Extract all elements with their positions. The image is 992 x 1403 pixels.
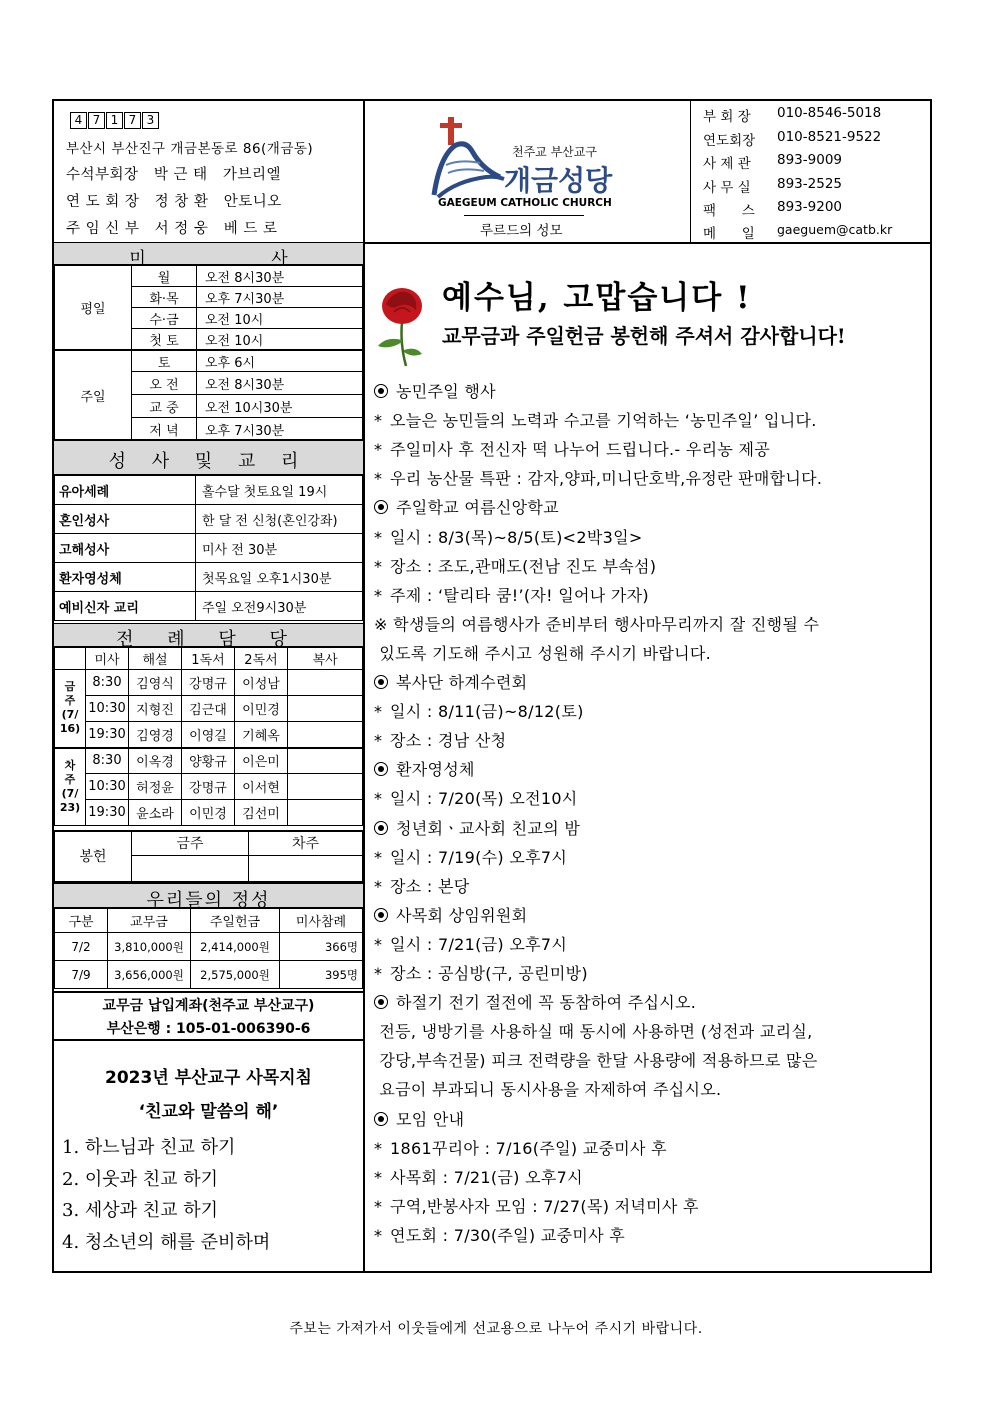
logo-english: GAEGEUM CATHOLIC CHURCH <box>438 197 612 209</box>
offerings-table: 구분 교무금 주일헌금 미사참례 7/2 3,810,000원 2,414,000원 366명 7/9 3,656,000원 2,575,000원 395명 <box>54 908 363 989</box>
list-item: * 일시 : 8/3(목)~8/5(토)<2박3일> <box>374 527 643 547</box>
star-bullet-icon: * <box>374 411 383 431</box>
list-item: * 장소 : 공심방(구, 공린미방) <box>374 964 588 983</box>
church-logo <box>364 101 690 241</box>
guidelines-title: 2023년 부산교구 사목지침 <box>105 1068 312 1088</box>
bulletin-frame <box>52 99 932 1273</box>
church-logo-icon <box>426 115 506 205</box>
contact-list: 부 회 장 010-8546-5018 연도회장 010-8521-9522 사 제 관 893-9009 사 무 실 893-2525 팩 스 893-9200 메 일 gaeguem@catb.kr <box>703 105 893 242</box>
section-heading: 환자영성체 <box>374 757 475 780</box>
logo-caption: 루르드의 성모 <box>480 223 563 239</box>
rose-icon <box>372 284 426 368</box>
sacraments-table: 유아세례 홀수달 첫토요일 19시 혼인성사 한 달 전 신청(혼인강좌) 고해성사 미사 전 30분 환자영성체 첫목요일 오후1시30분 예비신자 교리 주일 오전9시30분 <box>54 475 363 621</box>
guideline-item: 2. 이웃과 친교 하기 <box>62 1169 219 1190</box>
star-bullet-icon: * <box>374 731 383 751</box>
zip-code: 4 7 1 7 3 <box>70 109 160 129</box>
staff-pastor: 주 임 신 부 서 정 웅 베 드 로 <box>66 221 278 237</box>
circle-bullet-icon <box>374 995 388 1009</box>
address: 부산시 부산진구 개금본동로 86(개금동) <box>66 141 314 157</box>
account-title: 교무금 납입계좌(천주교 부산교구) <box>102 998 315 1014</box>
list-item: * 일시 : 7/20(목) 오전10시 <box>374 789 578 809</box>
sunday-label: 주일 <box>55 350 132 441</box>
liturgy-section-header <box>54 623 363 650</box>
headline: 예수님, 고맙습니다 ! <box>442 280 752 316</box>
logo-name: 개금성당 <box>504 164 613 197</box>
section-heading: 사목회 상임위원회 <box>374 903 527 926</box>
next-week-label: 차 주 (7/ 23) <box>55 748 86 826</box>
circle-bullet-icon <box>374 384 388 398</box>
flower-offering-table: 봉헌 금주 차주 <box>54 830 363 882</box>
star-bullet-icon: * <box>374 585 383 605</box>
staff-vice-president: 수석부회장 박 근 태 가브리엘 <box>66 167 281 183</box>
body-text: 요금이 부과되니 동시사용을 자제하여 주십시오. <box>374 1080 722 1100</box>
footer-note: 주보는 가져가서 이웃들에게 선교용으로 나누어 주시기 바랍니다. <box>289 1321 703 1337</box>
list-item: * 구역,반봉사자 모임 : 7/27(목) 저녁미사 후 <box>374 1196 699 1216</box>
star-bullet-icon: * <box>374 847 383 867</box>
star-bullet-icon: * <box>374 440 383 460</box>
star-bullet-icon: * <box>374 1196 383 1216</box>
logo-diocese: 천주교 부산교구 <box>512 145 597 159</box>
list-item: * 일시 : 8/11(금)~8/12(토) <box>374 702 584 722</box>
section-heading: 농민주일 행사 <box>374 379 496 402</box>
circle-bullet-icon <box>374 1112 388 1126</box>
section-heading: 복사단 하계수련회 <box>374 670 527 693</box>
circle-bullet-icon <box>374 908 388 922</box>
subheadline: 교무금과 주일헌금 봉헌해 주셔서 감사합니다! <box>442 324 846 348</box>
star-bullet-icon: * <box>374 1167 383 1187</box>
list-item: * 우리 농산물 특판 : 감자,양파,미니단호박,유정란 판매합니다. <box>374 469 823 489</box>
section-heading: 모임 안내 <box>374 1107 464 1130</box>
mass-schedule-table: 평일 월 오전 8시30분 화·목 오후 7시30분 수·금 오전 10시 첫 토 오전 10시 주일 토 오후 6시 오 전 오전 8시30분 교 중 오전 10시30분 저 녁 오후 7시30분 <box>54 265 363 441</box>
section-heading: 주일학교 여름신앙학교 <box>374 495 559 518</box>
star-bullet-icon: * <box>374 964 383 983</box>
guideline-item: 3. 세상과 친교 하기 <box>62 1200 219 1221</box>
star-bullet-icon: * <box>374 876 383 896</box>
offerings-title: 우리들의 정성 <box>146 890 271 911</box>
liturgy-table: 미사 해설 1독서 2독서 복사 금 주 (7/ 16) 8:30 김영식 강명규 이성남 10:30 지형진 김근대 이민경 19:30 김영경 이영길 기혜옥 차 주 (7/ 23) 8:30 이옥경 양황규 이은미 10:30 허정윤 강명규 이서현 19:30 윤소라 이민경 김선미 <box>54 647 363 826</box>
mass-title: 미 사 <box>129 249 348 269</box>
list-item: * 사목회 : 7/21(금) 오후7시 <box>374 1167 583 1187</box>
this-week-label: 금 주 (7/ 16) <box>55 670 86 748</box>
section-heading: 하절기 전기 절전에 꼭 동참하여 주십시오. <box>374 990 696 1013</box>
circle-bullet-icon <box>374 500 388 514</box>
staff-yeondo-president: 연 도 회 장 정 창 환 안토니오 <box>66 194 282 210</box>
circle-bullet-icon <box>374 675 388 689</box>
list-item: * 오늘은 농민들의 노력과 수고를 기억하는 ‘농민주일’ 입니다. <box>374 411 817 431</box>
offerings-section-header <box>54 882 363 911</box>
section-heading: 청년회ㆍ교사회 친교의 밤 <box>374 816 580 839</box>
star-bullet-icon: * <box>374 934 383 954</box>
list-item: * 일시 : 7/21(금) 오후7시 <box>374 934 568 954</box>
list-item: * 1861꾸리아 : 7/16(주일) 교중미사 후 <box>374 1138 667 1158</box>
circle-bullet-icon <box>374 762 388 776</box>
body-text: 전등, 냉방기를 사용하실 때 동시에 사용하면 (성전과 교리실, <box>374 1022 813 1042</box>
list-item: * 일시 : 7/19(수) 오후7시 <box>374 847 568 867</box>
guideline-item: 1. 하느님과 친교 하기 <box>62 1137 236 1158</box>
list-item: * 장소 : 경남 산청 <box>374 731 507 751</box>
sacraments-title: 성 사 및 교 리 <box>108 451 309 472</box>
sacraments-section-header <box>54 439 363 475</box>
guidelines-subtitle: ‘친교와 말씀의 해’ <box>138 1102 279 1122</box>
note-text: ※ 학생들의 여름행사가 준비부터 행사마무리까지 잘 진행될 수 <box>374 614 820 634</box>
mass-section-header <box>54 243 363 269</box>
star-bullet-icon: * <box>374 1225 383 1245</box>
list-item: * 장소 : 조도,관매도(전남 진도 부속섬) <box>374 556 657 576</box>
body-text: 강당,부속건물) 피크 전력량을 한달 사용량에 적용하므로 많은 <box>374 1051 818 1071</box>
account-number: 부산은행 : 105-01-006390-6 <box>106 1021 311 1037</box>
star-bullet-icon: * <box>374 527 383 547</box>
liturgy-title: 전 례 담 당 <box>116 629 301 650</box>
body-text: 있도록 기도해 주시고 성원해 주시기 바랍니다. <box>374 643 712 663</box>
list-item: * 주제 : ‘탈리타 쿰!’(자! 일어나 가자) <box>374 585 649 605</box>
flower-label: 봉헌 <box>55 831 132 881</box>
weekday-label: 평일 <box>55 266 132 351</box>
star-bullet-icon: * <box>374 556 383 576</box>
list-item: * 주일미사 후 전신자 떡 나누어 드립니다.- 우리농 제공 <box>374 440 771 460</box>
star-bullet-icon: * <box>374 789 383 809</box>
star-bullet-icon: * <box>374 702 383 722</box>
circle-bullet-icon <box>374 821 388 835</box>
list-item: * 장소 : 본당 <box>374 876 470 896</box>
guideline-item: 4. 청소년의 해를 준비하며 <box>62 1232 271 1253</box>
star-bullet-icon: * <box>374 1138 383 1158</box>
list-item: * 연도회 : 7/30(주일) 교중미사 후 <box>374 1225 626 1245</box>
star-bullet-icon: * <box>374 469 383 489</box>
